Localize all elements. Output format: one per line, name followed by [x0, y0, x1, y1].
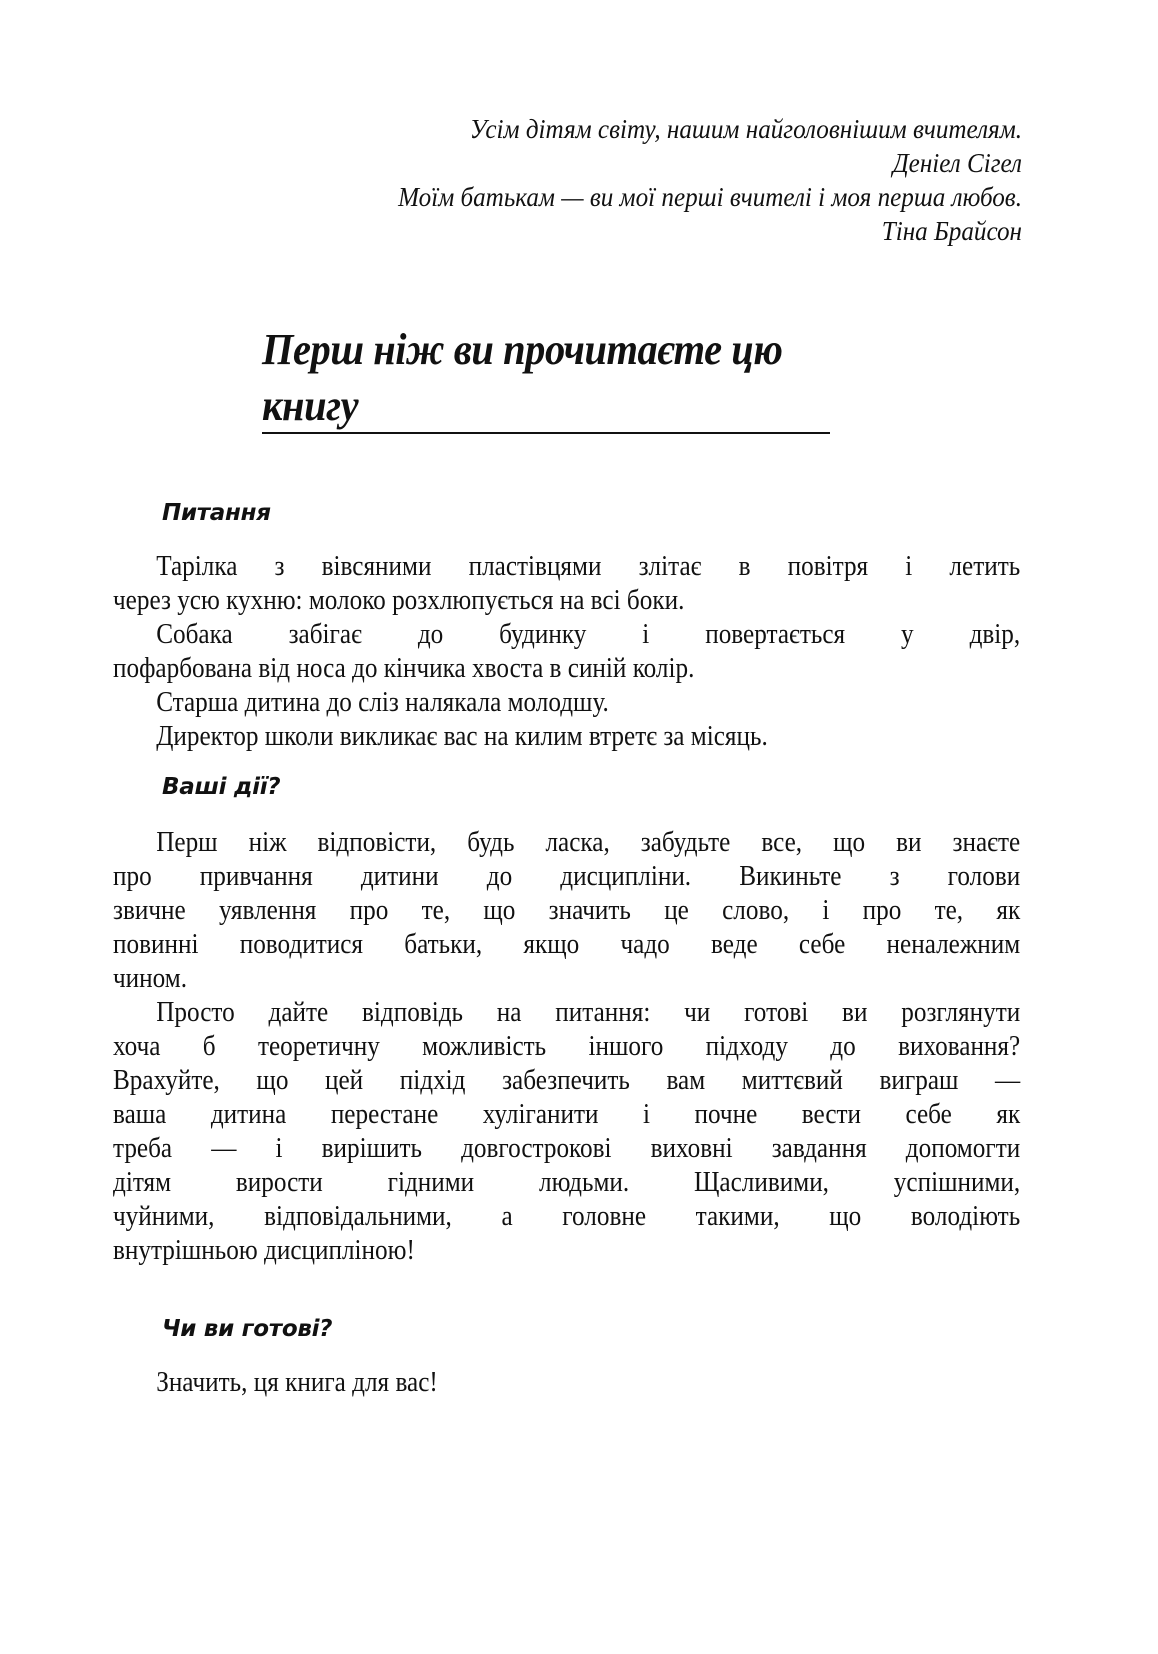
text-line: Собака забігає до будинку і повертається у двір,: [156, 619, 1021, 650]
chapter-title-block: [262, 322, 832, 434]
epigraph-author-2: Тіна Брайсон: [881, 216, 1022, 246]
paragraph: [113, 686, 1020, 720]
text-line: треба — і вирішить довгострокові виховні завдання допомогти: [113, 1133, 1021, 1164]
text-line: пофарбована від носа до кінчика хвоста в синій колір.: [113, 653, 695, 684]
section-heading-question: Питання: [162, 500, 271, 526]
epigraph-author-1: Деніел Сігел: [892, 148, 1022, 178]
paragraph: [113, 550, 1020, 618]
paragraph: [113, 720, 1020, 754]
text-line: Врахуйте, що цей підхід забезпечить вам миттєвий виграш —: [113, 1065, 1021, 1096]
epigraph-dedication-1: Усім дітям світу, нашим найголовнішим вчителям.: [469, 114, 1022, 144]
text-line: Просто дайте відповідь на питання: чи готові ви розглянути: [156, 997, 1021, 1028]
paragraph: [113, 1366, 1020, 1400]
chapter-title: [262, 322, 786, 434]
section-heading-are-you-ready: Чи ви готові?: [162, 1316, 333, 1342]
paragraph: [113, 826, 1020, 996]
paragraph: [113, 996, 1020, 1268]
chapter-title-line-2: книгу: [262, 381, 359, 430]
section-heading-your-actions: Ваші дії?: [162, 774, 281, 800]
text-line: повинні поводитися батьки, якщо чадо веде себе неналежним: [113, 929, 1021, 960]
text-line: звичне уявлення про те, що значить це слово, і про те, як: [113, 895, 1021, 926]
text-line: Директор школи викликає вас на килим втретє за місяць.: [156, 721, 768, 752]
text-line: ваша дитина перестане хуліганити і почне вести себе як: [113, 1099, 1021, 1130]
text-line: Старша дитина до сліз налякала молодшу.: [156, 687, 609, 718]
chapter-title-line-1: Перш ніж ви прочитаєте цю: [262, 325, 783, 374]
title-underline-divider: [262, 432, 830, 434]
epigraph-dedication-2: Моїм батькам — ви мої перші вчителі і моя перша любов.: [398, 182, 1022, 212]
text-line: чином.: [113, 963, 188, 994]
text-line: внутрішньою дисципліною!: [113, 1235, 415, 1266]
text-line: хоча б теоретичну можливість іншого підходу до виховання?: [113, 1031, 1021, 1062]
text-line: дітям вирости гідними людьми. Щасливими, успішними,: [113, 1167, 1021, 1198]
text-line: чуйними, відповідальними, а головне такими, що володіють: [113, 1201, 1021, 1232]
text-line: Тарілка з вівсяними пластівцями злітає в повітря і летить: [156, 551, 1021, 582]
epigraph: [258, 112, 1022, 248]
text-line: Перш ніж відповісти, будь ласка, забудьте все, що ви знаєте: [156, 827, 1021, 858]
text-line: через усю кухню: молоко розхлюпується на всі боки.: [113, 585, 685, 616]
text-line: про привчання дитини до дисципліни. Викиньте з голови: [113, 861, 1021, 892]
paragraph: [113, 618, 1020, 686]
text-line: Значить, ця книга для вас!: [156, 1367, 438, 1398]
